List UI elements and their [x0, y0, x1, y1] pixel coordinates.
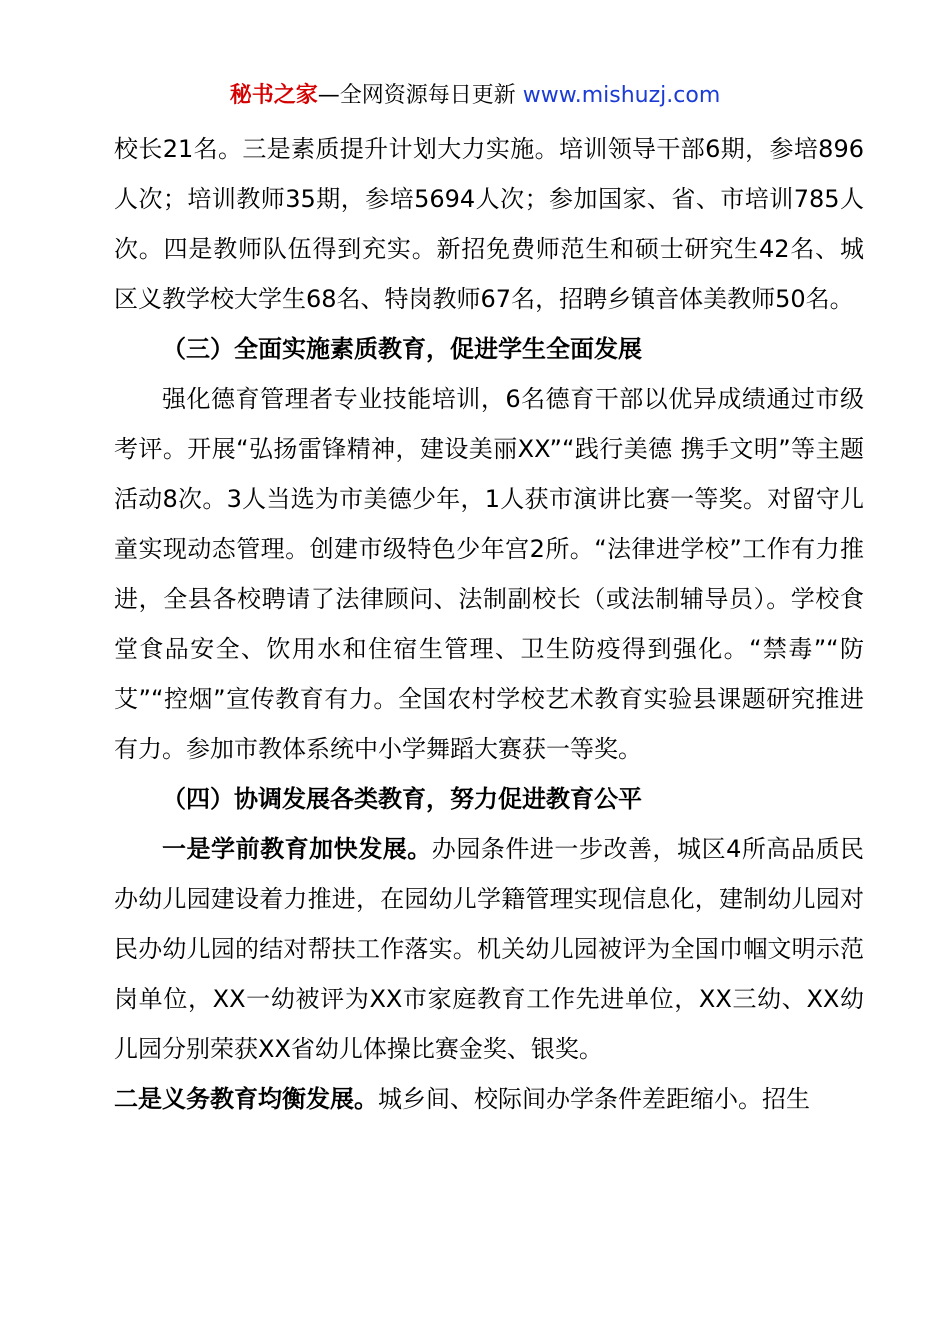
paragraph-compulsory — [114, 1074, 864, 1124]
section-heading-3: （三）全面实施素质教育，促进学生全面发展 — [162, 335, 642, 363]
section-heading-4: （四）协调发展各类教育，努力促进教育公平 — [162, 785, 642, 813]
header-url[interactable]: www.mishuzj.com — [522, 83, 721, 108]
paragraph-preschool-text: 办园条件进一步改善，城区4所高品质民办幼儿园建设着力推进，在园幼儿学籍管理实现信息化，建制幼儿园对民办幼儿园的结对帮扶工作落实。机关幼儿园被评为全国巾帼文明示范岗单位，XX一幼被评为XX市家庭教育工作先进单位，XX三幼、XX幼儿园分别荣获XX省幼儿体操比赛金奖、银奖。 — [114, 835, 865, 1063]
header-brand: 秘书之家 — [229, 83, 318, 108]
paragraph-quality-education: 强化德育管理者专业技能培训，6名德育干部以优异成绩通过市级考评。开展“弘扬雷锋精神，建设美丽XX”“践行美德 携手文明”等主题活动8次。3人当选为市美德少年，1人获市演讲比赛一等奖。对留守儿童实现动态管理。创建市级特色少年宫2所。“法律进学校”工作有力推进，全县各校聘请了法律顾问、法制副校长（或法制辅导员）。学校食堂食品安全、饮用水和住宿生管理、卫生防疫得到强化。“禁毒”“防艾”“控烟”宣传教育有力。全国农村学校艺术教育实验县课题研究推进有力。参加市教体系统中小学舞蹈大赛获一等奖。 — [114, 385, 864, 763]
document-body — [114, 124, 864, 1124]
paragraph-preschool — [114, 824, 864, 1074]
paragraph-compulsory-lead: 二是义务教育均衡发展。 — [114, 1085, 378, 1113]
header-tagline: —全网资源每日更新 — [317, 83, 523, 108]
page-header — [0, 80, 950, 112]
paragraph-teacher-training: 校长21名。三是素质提升计划大力实施。培训领导干部6期，参培896人次；培训教师35期，参培5694人次；参加国家、省、市培训785人次。四是教师队伍得到充实。新招免费师范生和硕士研究生42名、城区义教学校大学生68名、特岗教师67名，招聘乡镇音体美教师50名。 — [114, 135, 864, 313]
paragraph-preschool-lead: 一是学前教育加快发展。 — [162, 835, 432, 863]
paragraph-compulsory-text: 城乡间、校际间办学条件差距缩小。招生 — [378, 1085, 810, 1113]
